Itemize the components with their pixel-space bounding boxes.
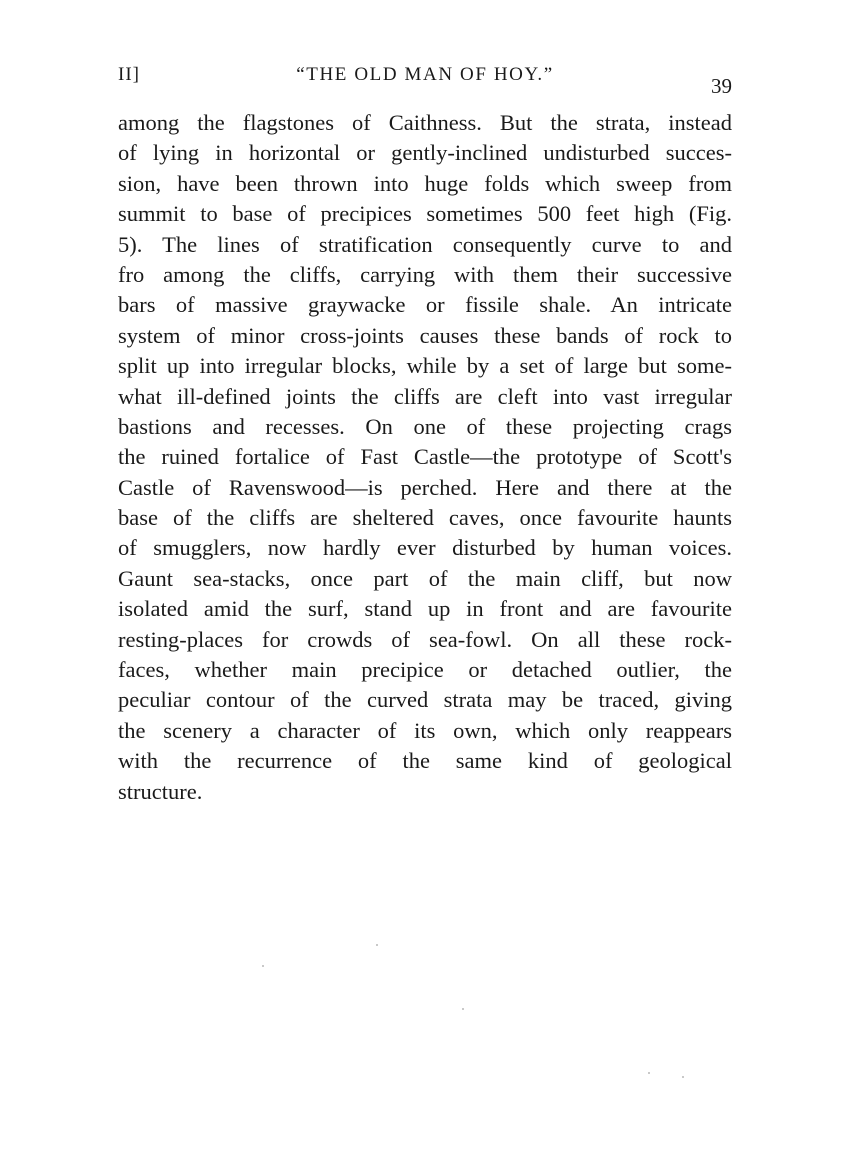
text-line: summit to base of precipices sometimes 500 feet high (Fig. — [118, 201, 732, 227]
text-line: with the recurrence of the same kind of geological — [118, 748, 732, 774]
text-line: Castle of Ravenswood—is perched. Here and there at the — [118, 474, 732, 500]
text-line: Gaunt sea-stacks, once part of the main cliff, but now — [118, 565, 732, 591]
text-line: fro among the cliffs, carrying with them their successive — [118, 261, 732, 287]
text-line: faces, whether main precipice or detached outlier, the — [118, 657, 732, 683]
text-line: among the flagstones of Caithness. But the strata, instead — [118, 110, 732, 135]
text-line: sion, have been thrown into huge folds which sweep from — [118, 170, 732, 196]
page-number: 39 — [711, 74, 732, 98]
paper-speck — [462, 1008, 464, 1010]
running-header — [118, 64, 732, 98]
paper-speck — [262, 965, 264, 967]
text-line: of lying in horizontal or gently-inclined undisturbed succes- — [118, 140, 732, 166]
body-paragraph — [118, 108, 732, 807]
text-line: 5). The lines of stratification consequently curve to and — [118, 231, 732, 257]
text-line: split up into irregular blocks, while by a set of large but some- — [118, 353, 732, 379]
text-line: structure. — [118, 778, 203, 804]
text-line: the scenery a character of its own, which only reappears — [118, 717, 732, 743]
paper-speck — [376, 944, 378, 946]
text-line: the ruined fortalice of Fast Castle—the prototype of Scott's — [118, 444, 732, 470]
text-line: of smugglers, now hardly ever disturbed by human voices. — [118, 535, 732, 561]
paper-speck — [648, 1072, 650, 1074]
text-line: what ill-defined joints the cliffs are cleft into vast irregular — [118, 383, 732, 409]
text-line: base of the cliffs are sheltered caves, once favourite haunts — [118, 505, 732, 531]
text-line: resting-places for crowds of sea-fowl. On all these rock- — [118, 626, 732, 652]
running-title: “THE OLD MAN OF HOY.” — [296, 64, 554, 85]
text-line: bastions and recesses. On one of these projecting crags — [118, 413, 732, 439]
text-line: system of minor cross-joints causes these bands of rock to — [118, 322, 732, 348]
paper-speck — [682, 1076, 684, 1078]
text-line: bars of massive graywacke or fissile shale. An intricate — [118, 292, 732, 318]
text-line: isolated amid the surf, stand up in front and are favourite — [118, 596, 732, 622]
text-line: peculiar contour of the curved strata may be traced, giving — [118, 687, 732, 713]
chapter-number: II] — [118, 64, 140, 85]
